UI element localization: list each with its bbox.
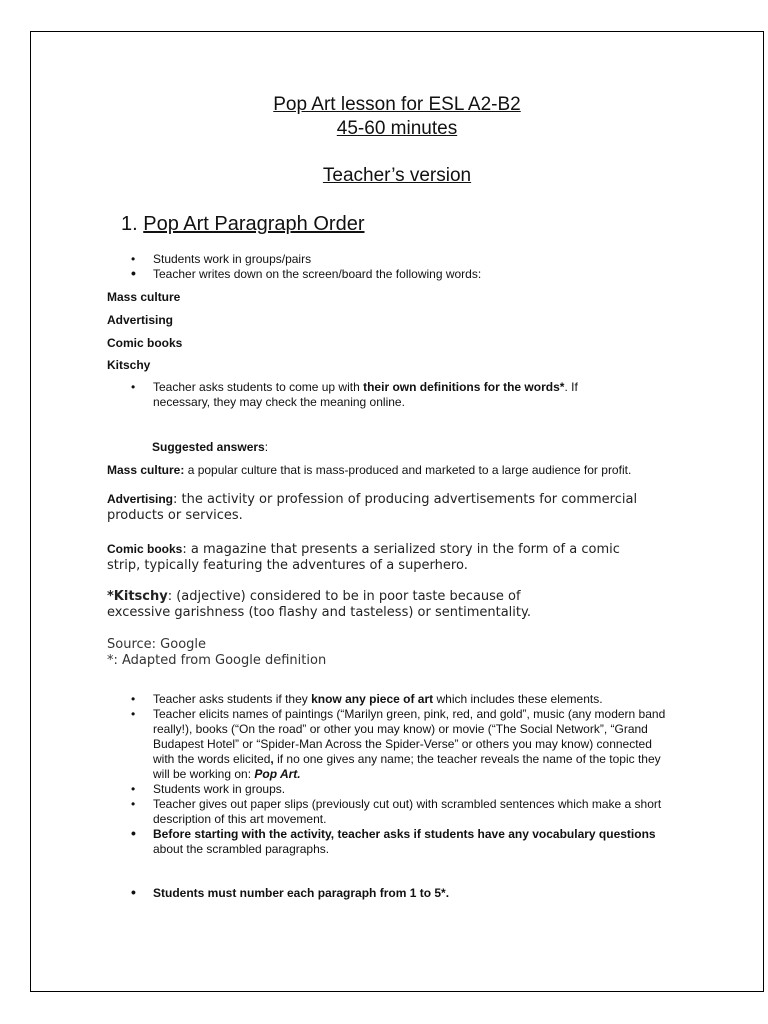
section-title: Pop Art Paragraph Order: [143, 213, 365, 235]
word-mass-culture: Mass culture: [107, 290, 181, 304]
list-item: • Teacher asks students if they know any piece of art which includes these elements.: [107, 692, 667, 707]
definition-kitschy: *Kitschy: (adjective) considered to be in poor taste because of excessive garishness (too flashy and tasteless) or sentimentality.: [107, 589, 531, 620]
definition-comic-books: Comic books: a magazine that presents a serialized story in the form of a comic strip, typically featuring the adventures of a superhero.: [107, 542, 620, 573]
source-line: Source: Google: [107, 637, 207, 652]
doc-version: Teacher’s version: [322, 165, 472, 186]
bullet-list-activity: [107, 692, 667, 857]
list-item: • Teacher asks students to come up with their own definitions for the words*. If necessary, they may check the meaning online.: [107, 380, 627, 410]
list-item: • Teacher gives out paper slips (previously cut out) with scrambled sentences which make a short description of this art movement.: [107, 797, 667, 827]
doc-title: Pop Art lesson for ESL A2-B2: [273, 94, 521, 115]
source-note: *: Adapted from Google definition: [107, 653, 327, 668]
bullet-list-numbering: [107, 886, 667, 901]
list-item: • Teacher writes down on the screen/board the following words:: [107, 267, 667, 282]
definition-mass-culture: Mass culture: a popular culture that is mass-produced and marketed to a large audience for profit.: [107, 463, 632, 477]
list-item: • Before starting with the activity, teacher asks if students have any vocabulary questions about the scrambled paragraphs.: [107, 827, 667, 857]
doc-duration: 45-60 minutes: [336, 118, 458, 139]
word-advertising: Advertising: [107, 313, 174, 327]
definition-advertising: Advertising: the activity or profession of producing advertisements for commercial products or services.: [107, 492, 638, 523]
list-item: • Teacher elicits names of paintings (“Marilyn green, pink, red, and gold”, music (any modern band really!), books (“On the road” or other you may know) or movie (“The Social Network”, “Grand Budapest Hotel” or “Spider-Man Across the Spider-Verse” or others you may know) connected with the words elicited, if no one gives any name; the teacher reveals the name of the topic they will be working on: Pop Art.: [107, 707, 667, 782]
list-item: • Students work in groups.: [107, 782, 667, 797]
word-comic-books: Comic books: [107, 336, 183, 350]
list-item: • Students work in groups/pairs: [107, 252, 667, 267]
list-item: • Students must number each paragraph from 1 to 5*.: [107, 886, 667, 901]
suggested-answers-label: Suggested answers:: [152, 440, 269, 454]
bullet-list-intro: [107, 252, 667, 282]
section-heading: [121, 212, 364, 236]
word-kitschy: Kitschy: [107, 358, 151, 372]
bullet-list-definitions-task: [107, 380, 627, 410]
document-page: [30, 31, 764, 992]
section-number: 1.: [121, 213, 138, 235]
